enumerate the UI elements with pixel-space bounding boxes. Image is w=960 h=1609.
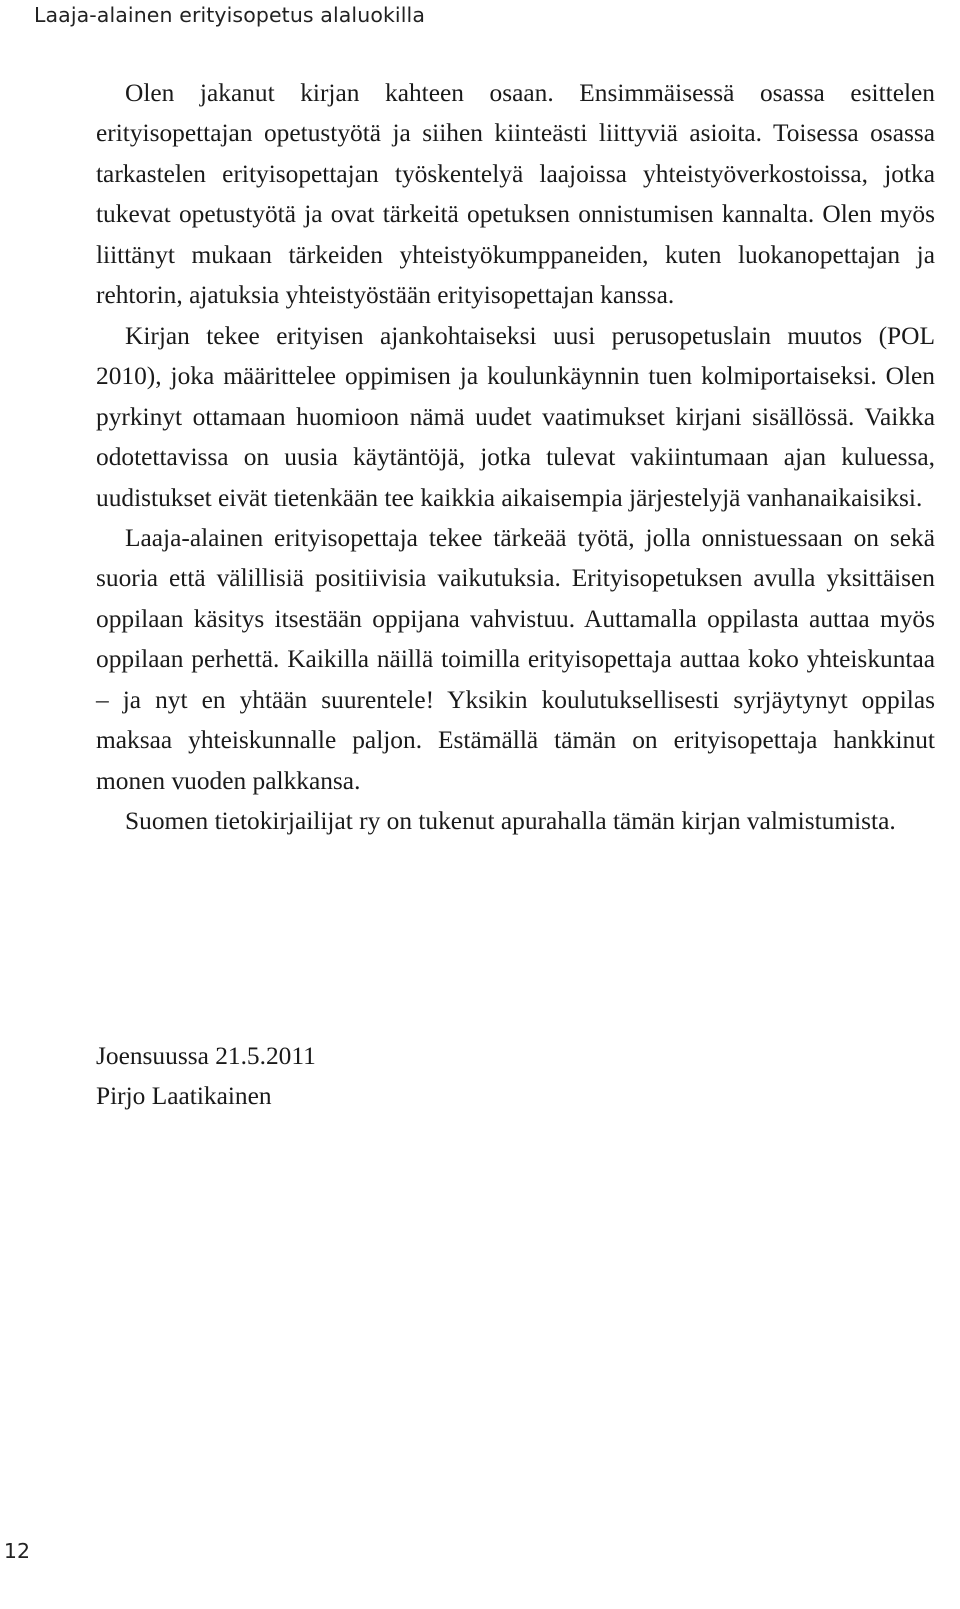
paragraph-3: Laaja-alainen erityisopettaja tekee tärkeää työtä, jolla onnistuessaan on sekä suoria että välillisiä positiivisia vaikutuksia. Erityisopetuksen avulla yksittäisen oppilaan käsitys itsestään oppijana vahvistuu. Auttamalla oppilasta auttaa myös oppilaan perhettä. Kaikilla näillä toimilla erityisopettaja auttaa koko yhteiskuntaa – ja nyt en yhtään suurentele! Yksikin koulutuksellisesti syrjäytynyt oppilas maksaa yhteiskunnalle paljon. Estämällä tämän on erityisopettaja hankkinut monen vuoden palkkansa.: [96, 523, 935, 795]
paragraph-2: Kirjan tekee erityisen ajankohtaiseksi uusi perusopetuslain muutos (POL 2010), joka määrittelee oppimisen ja koulunkäynnin tuen kolmiportaiseksi. Olen pyrkinyt ottamaan huomioon nämä uudet vaatimukset kirjani sisällössä. Vaikka odotettavissa on uusia käytäntöjä, jotka tulevat vakiintumaan ajan kuluessa, uudistukset eivät tietenkään tee kaikkia aikaisempia järjestelyjä vanhanaikaisiksi.: [96, 321, 935, 512]
place-date: Joensuussa 21.5.2011: [96, 1042, 316, 1070]
paragraph-1: Olen jakanut kirjan kahteen osaan. Ensimmäisessä osassa esittelen erityisopettajan opetustyötä ja siihen kiinteästi liittyviä asioita. Toisessa osassa tarkastelen erityisopettajan työskentelyä laajoissa yhteistyöverkostoissa, jotka tukevat opetustyötä ja ovat tärkeitä opetuksen onnistumisen kannalta. Olen myös liittänyt mukaan tärkeiden yhteistyökumppaneiden, kuten luokanopettajan ja rehtorin, ajatuksia yhteistyöstään erityisopettajan kanssa.: [96, 79, 935, 310]
page-number: 12: [3, 1539, 30, 1563]
signoff: [96, 1036, 316, 1117]
paragraph-4: Suomen tietokirjailijat ry on tukenut apurahalla tämän kirjan valmistumista.: [125, 807, 896, 836]
body-text: [96, 73, 935, 842]
running-head: Laaja-alainen erityisopetus alaluokilla: [34, 3, 425, 27]
author-name: Pirjo Laatikainen: [96, 1082, 272, 1111]
